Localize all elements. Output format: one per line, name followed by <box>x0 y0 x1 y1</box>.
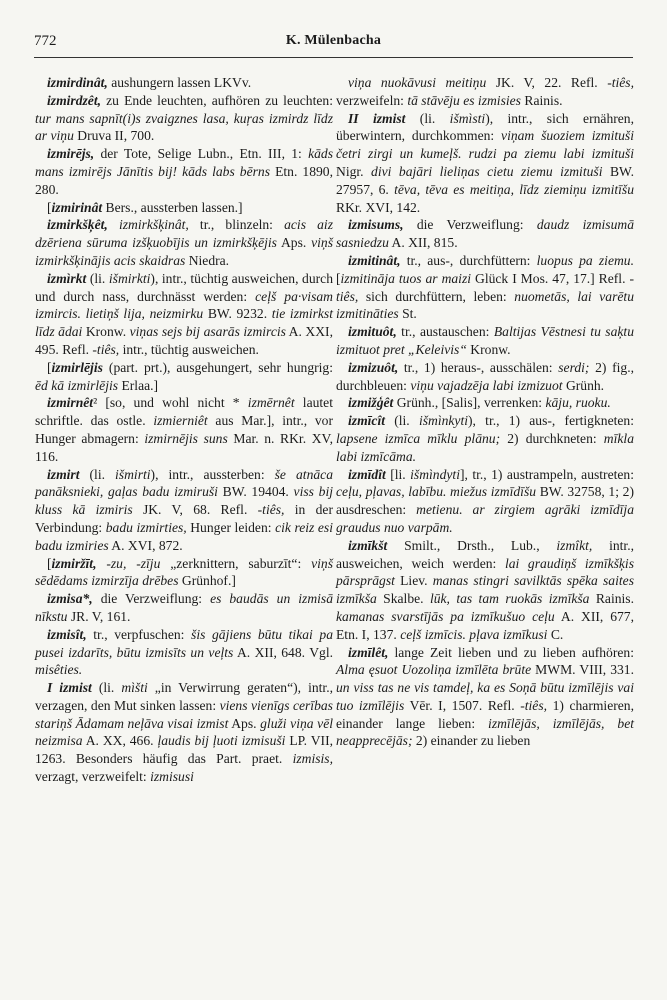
dictionary-entry: izmīlêt, lange Zeit lieben und zu lieben aufhören: Alma ęsuot Uozoliņa izmīlēta brūte MWM. VIII, 331. un viss tas ne vis tamdeļ, ka es Soņā būtu izmīlējis vai tuo izmīlējis Vēr. I, 1507. Refl. -tiês, 1) charmieren, einander lange lieben: izmīlējās, izmīlējās, bet neapprecējās; 2) einander zu lieben <box>336 644 635 749</box>
page-number: 772 <box>34 33 57 49</box>
dictionary-entry: izmirējs, der Tote, Selige Lubn., Etn. III, 1: kāds mans izmirējs Jānītis bij! kāds labs bērns Etn. 1890, 280. <box>35 146 333 197</box>
dictionary-entry: izmižģêt Grünh., [Salis], verrenken: kāju, ruoku. <box>348 395 611 411</box>
dictionary-entry: izmirnêt² [so, und wohl nicht * izmērnêt lautet schriftle. das ostle. izmierniêt aus Mar.], intr., vor Hunger abmagern: izmirnējis suns Mar. n. RKr. XV, 116. <box>35 395 334 464</box>
dictionary-entry: izmizuôt, tr., 1) heraus-, ausschälen: serdi; 2) fig., durchbleuen: viņu vajadzēja labi izmizuot Grünh. <box>336 359 634 393</box>
dictionary-entry: [izmirlējis (part. prt.), ausgehungert, sehr hungrig: ēd kā izmirlējis Erlaa.] <box>35 359 333 393</box>
left-column <box>35 74 333 786</box>
dictionary-entry: izmirt (li. išmirti), intr., aussterben: še atnāca panāksnieki, gaļas badu izmiruši BW. 19404. viss bij kluss kā izmiris JK. V, 68. Refl. -tiês, in der Verbindung: badu izmirties, Hunger leiden: cik reiz esi badu izmiries A. XVI, 872. <box>35 466 334 553</box>
dictionary-entry: viņa nuokāvusi meitiņu JK. V, 22. Refl. -tiês, verzweifeln: tā stāvēju es izmisies Rainis. <box>336 75 634 108</box>
dictionary-entry: izmīkšt Smilt., Drsth., Lub., izmîkt, intr., ausweichen, weich werden: lai graudiņš izmīkšķis pārsprāgst Liev. manas stingri savilktās spēka saites izmīkša Skalbe. lūk, tas tam ruokās izmīkša Rainis. kamanas svarstījās pa izmīkušuo ceļu A. XII, 677, Etn. I, 137. ceļš izmīcis. pļava izmīkusi C. <box>336 537 635 642</box>
dictionary-entry: izmīdît [li. išmìndyti], tr., 1) austrampeln, austreten: ceļu, pļavas, labību. miežus izmīdīšu BW. 32758, 1; 2) ausdreschen: metienu. ar zirgiem agrāki izmīdīja graudus nuo varpām. <box>336 466 635 535</box>
dictionary-entry: izmitinât, tr., aus-, durchfüttern: luopus pa ziemu. [izmitināja tuos ar maizi Glück I Mos. 47, 17.] Refl. -tiês, sich durchfüttern, leben: nuometās, lai varētu izmitināties St. <box>336 252 635 322</box>
dictionary-entry: izmirdinât, aushungern lassen LKVv. <box>47 75 252 90</box>
dictionary-entry: izmisa*, die Verzweiflung: es baudās un izmisā nīkstu JR. V, 161. <box>35 591 333 624</box>
dictionary-entry: izmīcît (li. išmìnkyti), tr., 1) aus-, fertigkneten: lapsene izmīca mīklu plānu; 2) durchkneten: mīkla labi izmīcāma. <box>336 413 634 464</box>
running-title: K. Mülenbacha <box>285 33 382 48</box>
dictionary-entry: [izmiržīt, -zu, -zīju „zerknittern, saburzīt“: viņš sēdēdams izmirzīja drēbes Grünhof.] <box>35 555 333 589</box>
page-header <box>34 33 633 55</box>
right-column <box>336 74 634 750</box>
dictionary-entry: izmisums, die Verzweiflung: daudz izmisumā sasniedzu A. XII, 815. <box>336 217 634 251</box>
dictionary-entry: [izmirinât Bers., aussterben lassen.] <box>47 199 243 215</box>
dictionary-entry: izmirkšķêt, izmirkšķinât, tr., blinzeln: acis aiz dzēriena sūruma izšķuobījis un izmirkšķējis Aps. viņš izmirkšķinājis acis skaidras Niedra. <box>35 217 333 268</box>
dictionary-entry: izmìrkt (li. išmirkti), intr., tüchtig ausweichen, durch und durch nass, durchnässt werden: ceļš pa·visam izmircis. lietiņš lija, neizmirku BW. 9232. tie izmirkst līdz ādai Kronw. viņas sejs bij asarās izmircis A. XXI, 495. Refl. -tiês, intr., tüchtig ausweichen. <box>35 270 333 357</box>
dictionary-entry: izmirdzêt, zu Ende leuchten, aufhören zu leuchten: tur mans sapnīt(i)s zvaigznes lasa, kuŗas izmirdz līdz ar viņu Druva II, 700. <box>35 92 333 144</box>
dictionary-entry: I izmist (li. mìšti „in Verwirrung geraten“), intr., verzagen, den Mut sinken lassen: viens vienīgs cerības stariņš Ādamam neļāva visai izmist Aps. gluži viņa vēl neizmisa A. XX, 466. ļaudis bij ļuoti izmisuši LP. VII, 1263. Besonders häufig das Part. praet. izmisis, verzagt, verzweifelt: izmisusi <box>35 680 334 785</box>
dictionary-entry: izmituôt, tr., austauschen: Baltijas Vēstnesi tu saķtu izmituot pret „Keleivis“ Kronw. <box>336 324 634 357</box>
dictionary-entry: izmisît, tr., verpfuschen: šis gājiens būtu tikai pa pusei izdarīts, būtu izmisīts un veļts A. XII, 648. Vgl. misêties. <box>35 626 333 678</box>
header-rule <box>34 57 633 58</box>
dictionary-entry: II izmist (li. išmìsti), intr., sich ernähren, überwintern, durchkommen: viņam šuoziem izmituši četri zirgi un kumeļš. rudzi pa ziemu labi izmituši Nigr. divi bajāri lieliņas cietu ziemu izmituši BW. 27957, 6. tēva, tēva es meitiņa, līdz ziemiņu izmitīšu RKr. XVI, 142. <box>336 110 635 215</box>
